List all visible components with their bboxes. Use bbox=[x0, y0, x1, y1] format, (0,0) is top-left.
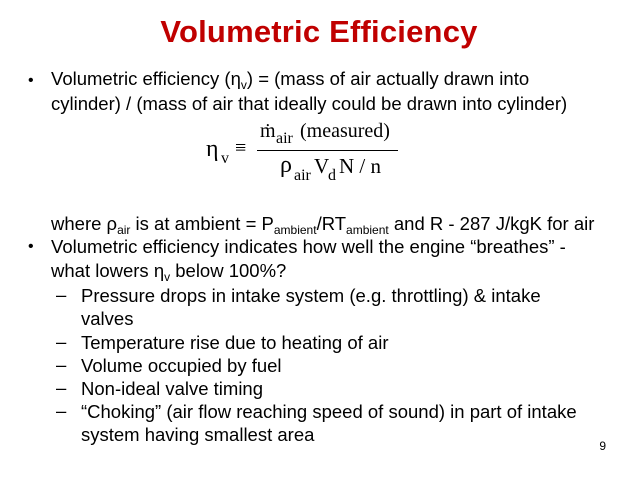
eq-mdot-sub: air bbox=[276, 130, 293, 147]
sub-item-line: “Choking” (air flow reaching speed of sound) in part of intake bbox=[81, 401, 577, 422]
bullet2-line2-pre: what lowers η bbox=[51, 260, 165, 281]
eq-eta: η bbox=[206, 136, 219, 162]
bullet1-line1 bbox=[51, 68, 529, 90]
bullet2-line2 bbox=[51, 260, 286, 282]
sub-item-line: Pressure drops in intake system (e.g. throttling) & intake bbox=[81, 285, 541, 306]
eq-N-over-n: N / n bbox=[339, 154, 381, 178]
bullet1-line1-post: ) = (mass of air actually drawn into bbox=[246, 68, 530, 89]
eq-V-sub: d bbox=[328, 167, 336, 184]
where-part3: /RT bbox=[316, 213, 347, 234]
bullet1-line2: cylinder) / (mass of air that ideally could be drawn into cylinder) bbox=[51, 93, 568, 114]
eq-rho: ρ bbox=[280, 152, 292, 178]
eq-measured: (measured) bbox=[300, 120, 390, 142]
where-sub1: air bbox=[117, 223, 131, 237]
sub-item-line: valves bbox=[81, 308, 134, 329]
dash-marker: – bbox=[56, 354, 67, 375]
sub-item-line: Non-ideal valve timing bbox=[81, 378, 264, 399]
dash-marker: – bbox=[56, 284, 67, 305]
dash-marker: – bbox=[56, 400, 67, 421]
page-number: 9 bbox=[599, 439, 606, 453]
fraction-bar bbox=[257, 150, 398, 151]
bullet-marker: • bbox=[28, 238, 34, 255]
eq-V: V bbox=[314, 154, 330, 178]
bullet1-line1-pre: Volumetric efficiency (η bbox=[51, 68, 241, 89]
eq-mdot: ṁ bbox=[260, 120, 276, 142]
eta-subscript: v bbox=[240, 78, 247, 92]
where-sub3: ambient bbox=[346, 223, 389, 237]
eq-eta-sub: v bbox=[221, 150, 229, 167]
bullet2-line1: Volumetric efficiency indicates how well the engine “breathes” - bbox=[51, 236, 566, 257]
where-line bbox=[51, 213, 594, 235]
where-sub2: ambient bbox=[273, 223, 317, 237]
where-part4: and R - 287 J/kgK for air bbox=[388, 213, 595, 234]
sub-item-line: Temperature rise due to heating of air bbox=[81, 332, 389, 353]
sub-item-line: Volume occupied by fuel bbox=[81, 355, 282, 376]
dash-marker: – bbox=[56, 377, 67, 398]
bullet2-eta-sub: v bbox=[164, 270, 171, 284]
bullet2-line2-post: below 100%? bbox=[170, 260, 287, 281]
sub-item-line: system having smallest area bbox=[81, 424, 315, 445]
eq-equiv: ≡ bbox=[235, 137, 247, 159]
bullet-marker: • bbox=[28, 72, 34, 89]
where-part2: is at ambient = P bbox=[130, 213, 274, 234]
where-part1: where ρ bbox=[51, 213, 118, 234]
slide-title: Volumetric Efficiency bbox=[160, 14, 478, 49]
eq-rho-sub: air bbox=[294, 167, 311, 184]
dash-marker: – bbox=[56, 331, 67, 352]
